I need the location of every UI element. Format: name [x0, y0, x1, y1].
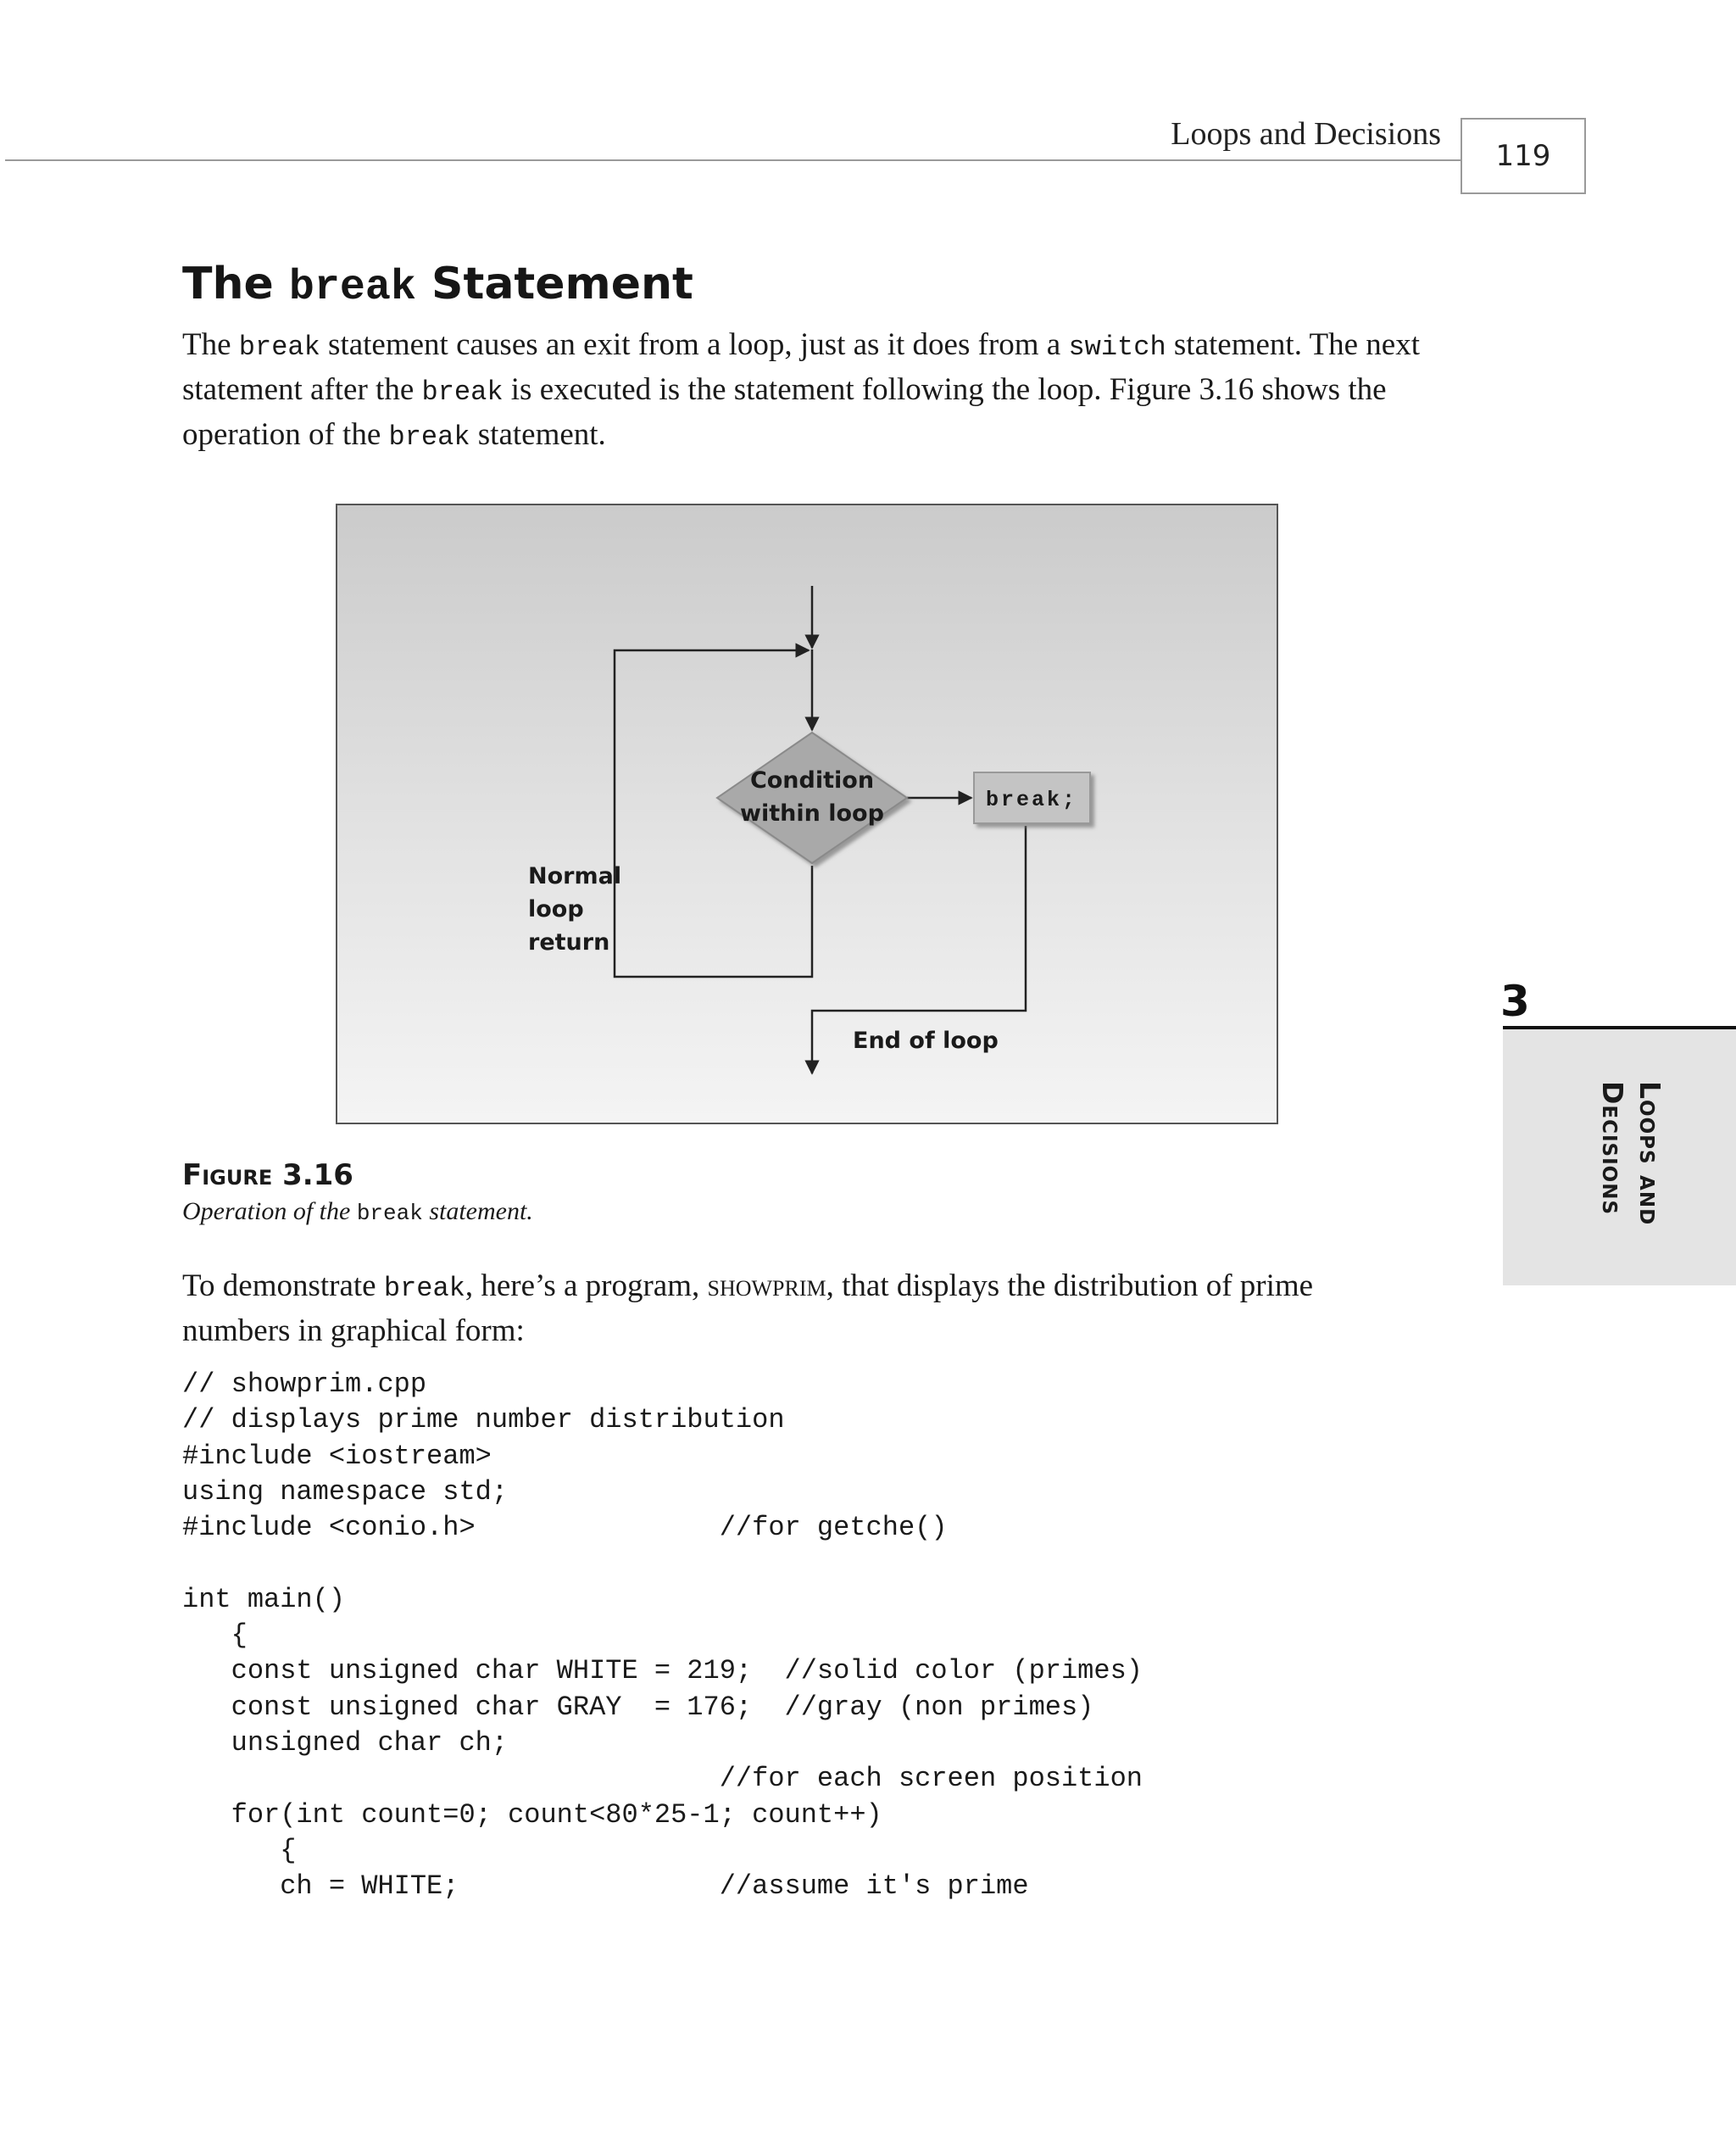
- code-line: [182, 1546, 1143, 1581]
- code-line: using namespace std;: [182, 1475, 509, 1508]
- inline-code: switch: [1068, 332, 1166, 363]
- figure-3-16: [336, 504, 1278, 1124]
- normal-return-label-line3: return: [528, 929, 610, 956]
- code-line: #include <iostream>: [182, 1440, 492, 1472]
- text-run: , here’s a program,: [465, 1268, 708, 1303]
- intro-paragraph: [182, 324, 1428, 459]
- code-line: //for each screen position: [182, 1763, 1143, 1795]
- figure-caption-pre: Operation of the: [182, 1197, 357, 1225]
- code-line: // displays prime number distribution: [182, 1404, 785, 1436]
- text-run: statement. The next statement after the: [182, 327, 1420, 407]
- figure-caption-code: break: [356, 1201, 423, 1226]
- inline-code: break: [238, 332, 320, 363]
- running-head: Loops and Decisions: [1171, 116, 1441, 152]
- normal-return-label-line1: Normal: [528, 863, 622, 889]
- header-rule: [5, 159, 1461, 161]
- chapter-tab-label-line2: Decisions: [1596, 1081, 1629, 1216]
- condition-label-line1: Condition: [749, 767, 875, 794]
- code-line: {: [182, 1834, 297, 1866]
- break-flow-diagram: [337, 505, 1277, 1123]
- figure-label: [182, 1158, 353, 1192]
- text-run: statement.: [470, 417, 606, 452]
- code-line: unsigned char ch;: [182, 1726, 509, 1759]
- section-title: [182, 259, 693, 312]
- inline-code: break: [383, 1273, 465, 1304]
- figure-label-smallcaps: igure: [202, 1158, 273, 1192]
- program-name: showprim: [707, 1268, 826, 1303]
- inline-code: break: [421, 376, 504, 408]
- end-of-loop-label: End of loop: [853, 1028, 999, 1054]
- page-number: 119: [1461, 118, 1586, 194]
- chapter-tab-label: [1541, 1081, 1668, 1242]
- figure-label-number: 3.16: [272, 1158, 353, 1192]
- text-run: is executed is the statement following the loop. Figure 3.16 shows the operation of the: [182, 372, 1387, 452]
- break-box-label: break;: [985, 788, 1078, 812]
- figure-caption: [182, 1197, 533, 1226]
- inline-code: break: [388, 421, 470, 453]
- code-line: #include <conio.h> //for getche(): [182, 1512, 948, 1544]
- normal-return-label-line2: loop: [528, 896, 584, 923]
- figure-label-initial: F: [182, 1158, 203, 1192]
- condition-diamond: [717, 733, 907, 863]
- condition-label-line2: within loop: [740, 800, 884, 827]
- chapter-tab-number: 3: [1500, 977, 1530, 1026]
- code-line: {: [182, 1619, 248, 1652]
- text-run: To demonstrate: [182, 1268, 384, 1303]
- code-listing: [182, 1367, 1143, 1904]
- code-line: const unsigned char WHITE = 219; //solid color (primes): [182, 1655, 1143, 1687]
- section-title-suffix: Statement: [415, 259, 693, 309]
- text-run: The: [182, 327, 239, 362]
- section-title-code: break: [288, 264, 416, 312]
- code-line: const unsigned char GRAY = 176; //gray (non primes): [182, 1691, 1094, 1723]
- text-run: statement causes an exit from a loop, just as it does from a: [320, 327, 1069, 362]
- chapter-tab-label-line1: Loops and: [1633, 1081, 1666, 1226]
- demo-paragraph: [182, 1265, 1428, 1352]
- text-run: , that displays the distribution of prime numbers in graphical form:: [182, 1268, 1314, 1348]
- code-line: for(int count=0; count<80*25-1; count++): [182, 1798, 882, 1831]
- code-line: ch = WHITE; //assume it's prime: [182, 1870, 1029, 1903]
- figure-caption-post: statement.: [422, 1197, 533, 1225]
- section-title-prefix: The: [182, 259, 289, 309]
- code-line: int main(): [182, 1583, 346, 1615]
- code-line: // showprim.cpp: [182, 1368, 427, 1400]
